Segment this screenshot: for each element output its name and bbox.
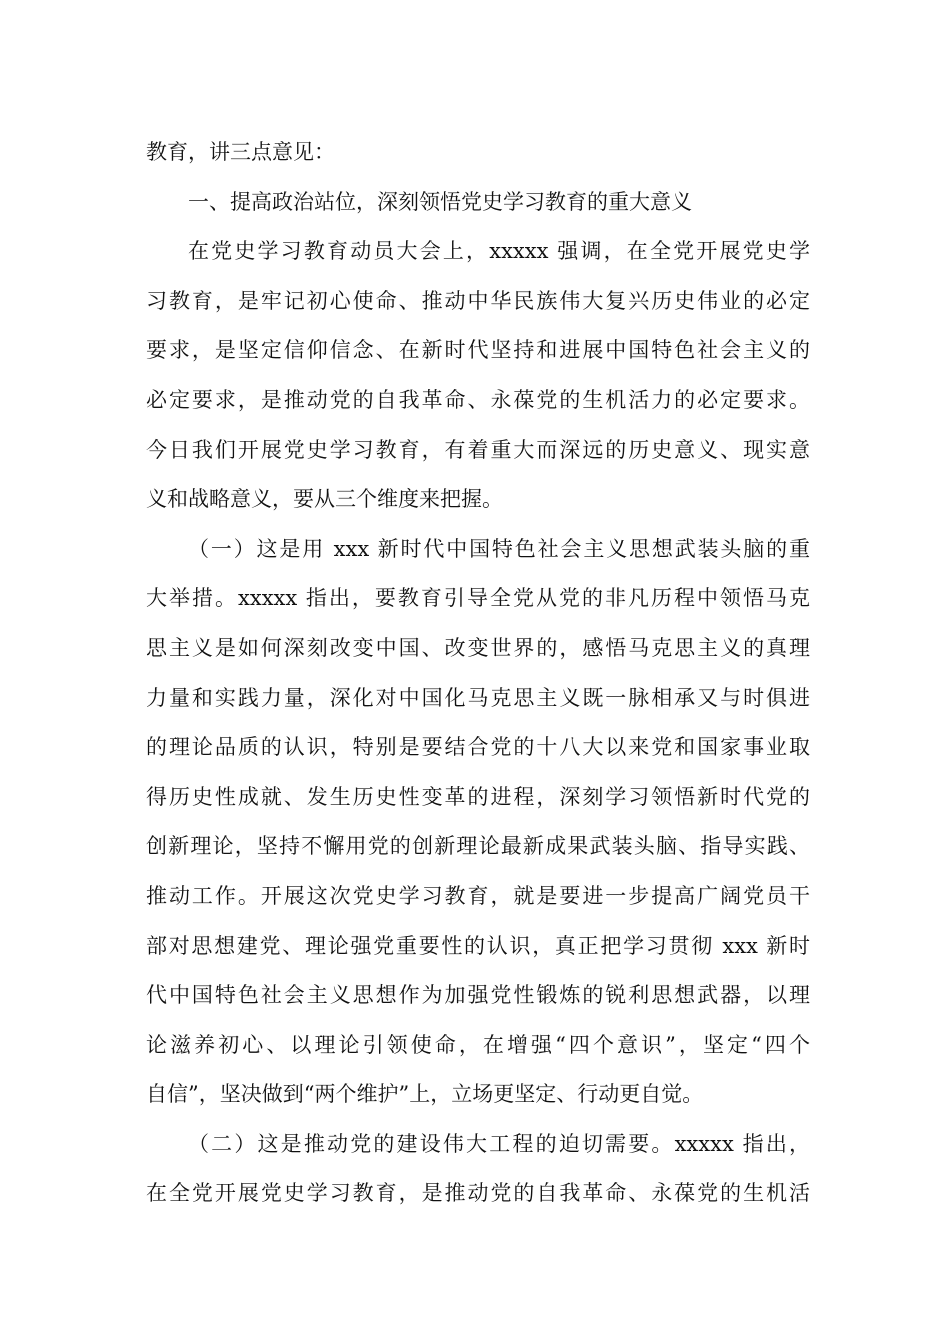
text-line: 代中国特色社会主义思想作为加强党性锻炼的锐利思想武器，以理 [146,983,810,1008]
text-line: 得历史性成就、发生历史性变革的进程，深刻学习领悟新时代党的 [146,784,810,809]
paragraph-first-line: 在党史学习教育动员大会上，xxxxx 强调，在全党开展党史学 [188,239,810,264]
paragraph-last-line: 义和战略意义，要从三个维度来把握。 [146,487,503,512]
text-line: 的理论品质的认识，特别是要结合党的十八大以来党和国家事业取 [146,735,810,760]
text-line: 在全党开展党史学习教育，是推动党的自我革命、永葆党的生机活 [146,1181,810,1206]
text-line: 创新理论，坚持不懈用党的创新理论最新成果武装头脑、指导实践、 [146,834,810,859]
text-line: 论滋养初心、以理论引领使命，在增强“四个意识”，坚定“四个 [146,1032,810,1057]
text-line: 必定要求，是推动党的自我革命、永葆党的生机活力的必定要求。 [146,387,810,412]
text-line: 要求，是坚定信仰信念、在新时代坚持和进展中国特色社会主义的 [146,338,810,363]
text-line: 力量和实践力量，深化对中国化马克思主义既一脉相承又与时俱进 [146,685,810,710]
paragraph-first-line: （一）这是用 xxx 新时代中国特色社会主义思想武装头脑的重 [188,536,810,561]
section-heading: 一、提高政治站位，深刻领悟党史学习教育的重大意义 [188,189,692,214]
text-line: 部对思想建党、理论强党重要性的认识，真正把学习贯彻 xxx 新时 [146,933,810,958]
text-line: 教育，讲三点意见： [146,140,335,164]
text-line: 大举措。xxxxx 指出，要教育引导全党从党的非凡历程中领悟马克 [146,586,810,611]
document-page [146,128,810,1219]
text-line: 习教育，是牢记初心使命、推动中华民族伟大复兴历史伟业的必定 [146,288,810,313]
paragraph-last-line: 自信”，坚决做到“两个维护”上，立场更坚定、行动更自觉。 [146,1082,704,1107]
paragraph-first-line: （二）这是推动党的建设伟大工程的迫切需要。xxxxx 指出， [188,1131,810,1156]
text-line: 思主义是如何深刻改变中国、改变世界的，感悟马克思主义的真理 [146,635,810,660]
text-line: 今日我们开展党史学习教育，有着重大而深远的历史意义、现实意 [146,437,810,462]
text-line: 推动工作。开展这次党史学习教育，就是要进一步提高广阔党员干 [146,883,810,908]
